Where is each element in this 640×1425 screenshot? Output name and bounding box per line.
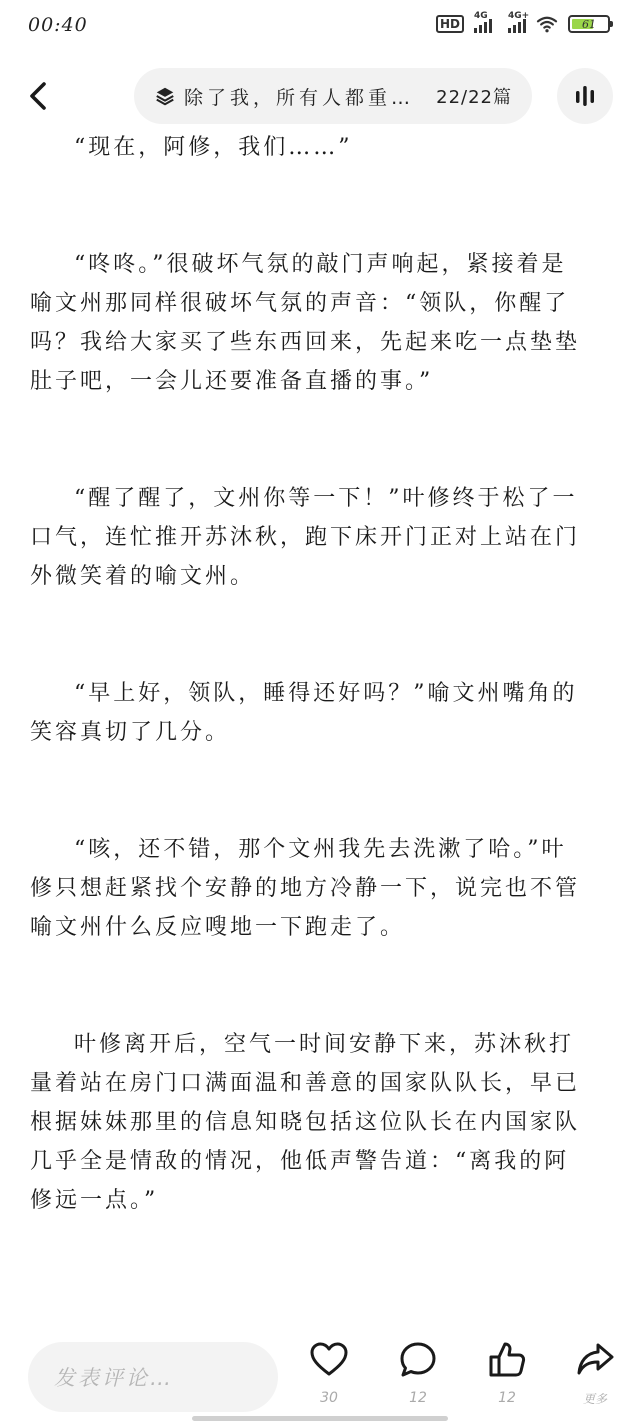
share-label: 更多 bbox=[582, 1392, 607, 1406]
chapter-title-pill[interactable] bbox=[134, 68, 532, 124]
chevron-left-icon bbox=[27, 81, 49, 111]
comment-button[interactable] bbox=[388, 1340, 448, 1406]
signal-1-icon: 4G bbox=[474, 15, 492, 33]
status-bar bbox=[0, 0, 640, 56]
comment-count: 12 bbox=[409, 1390, 427, 1406]
audio-bars-icon bbox=[572, 83, 598, 109]
chapter-title: 除了我，所有人都重… bbox=[184, 86, 415, 109]
like-button[interactable] bbox=[299, 1340, 359, 1406]
status-time: 00:40 bbox=[28, 14, 88, 36]
article-body bbox=[30, 128, 586, 1298]
article-paragraph: 叶修离开后，空气一时间安静下来，苏沐秋打量着站在房门口满面温和善意的国家队队长，早已根据妹妹那里的信息知晓包括这位队长在内国家队几乎全是情敌的情况，他低声警告道：“离我的阿修远一点。” bbox=[30, 1032, 581, 1213]
article-paragraph: “醒了醒了，文州你等一下！”叶修终于松了一口气，连忙推开苏沐秋，跑下床开门正对上站在门外微笑着的喻文州。 bbox=[30, 486, 581, 589]
heart-icon bbox=[309, 1340, 349, 1380]
battery-icon: 61 bbox=[568, 15, 610, 33]
comment-input[interactable] bbox=[28, 1342, 278, 1412]
back-button[interactable] bbox=[22, 78, 54, 114]
share-button[interactable] bbox=[565, 1340, 625, 1407]
article-paragraph: “咳，还不错，那个文州我先去洗漱了哈。”叶修只想赶紧找个安静的地方冷静一下，说完也不管喻文州什么反应嗖地一下跑走了。 bbox=[30, 837, 581, 940]
article-paragraph: “现在，阿修，我们……” bbox=[74, 135, 353, 160]
comment-bubble-icon bbox=[398, 1340, 438, 1380]
layers-icon bbox=[154, 85, 176, 107]
wifi-icon bbox=[536, 15, 558, 33]
article-paragraph: “早上好，领队，睡得还好吗？”喻文州嘴角的笑容真切了几分。 bbox=[30, 681, 578, 745]
article-paragraph: “咚咚。”很破坏气氛的敲门声响起，紧接着是喻文州那同样很破坏气氛的声音：“领队，你醒了吗？我给大家买了些东西回来，先起来吃一点垫垫肚子吧，一会儿还要准备直播的事。” bbox=[30, 252, 581, 394]
chapter-count: 22/22篇 bbox=[436, 87, 512, 108]
home-indicator[interactable] bbox=[192, 1416, 448, 1421]
status-icons bbox=[436, 11, 610, 33]
comment-placeholder: 发表评论… bbox=[54, 1366, 174, 1390]
like-count: 30 bbox=[320, 1390, 338, 1406]
thumbs-up-icon bbox=[487, 1340, 527, 1380]
thumb-count: 12 bbox=[498, 1390, 516, 1406]
hd-voice-icon: HD bbox=[436, 15, 464, 33]
share-arrow-icon bbox=[575, 1340, 615, 1380]
audio-button[interactable] bbox=[557, 68, 613, 124]
thumbs-up-button[interactable] bbox=[477, 1340, 537, 1406]
signal-2-icon: 4G+ bbox=[508, 15, 526, 33]
